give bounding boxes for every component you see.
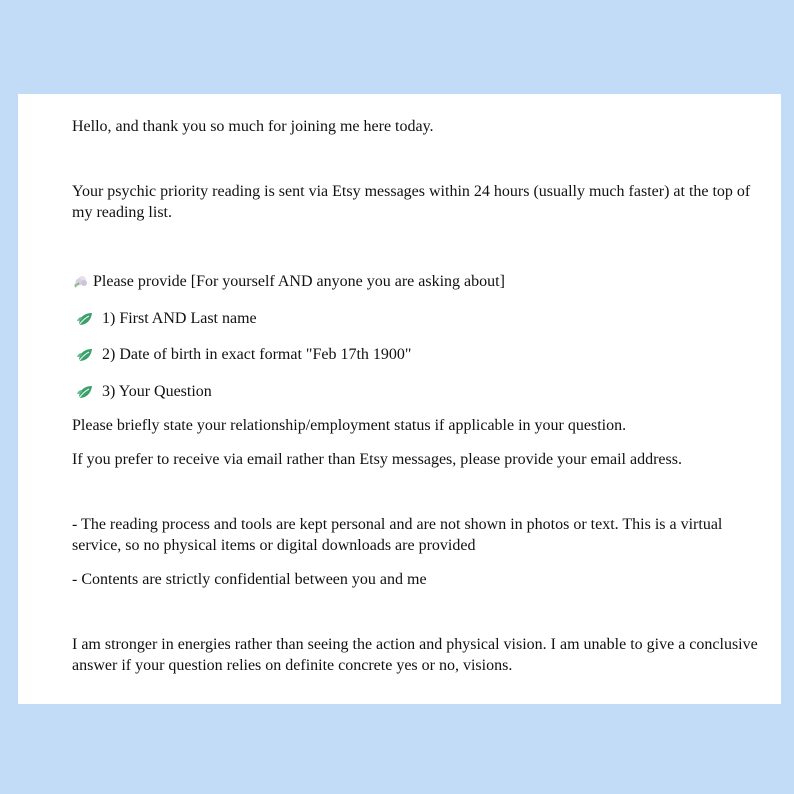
provide-heading <box>72 271 505 292</box>
status-note: Please briefly state your relationship/employment status if applicable in your question. <box>72 417 627 434</box>
closing-text: I am stronger in energies rather than seeing the action and physical vision. I am unable to give a conclusive answer if your question relies on definite concrete yes or no, visions. <box>72 636 758 674</box>
provide-heading-label: Please provide [For yourself AND anyone you are asking about] <box>93 273 505 290</box>
message-card <box>18 94 781 704</box>
disclaimer-text: - The reading process and tools are kept personal and are not shown in photos or text. This is a virtual service, so no physical items or digital downloads are provided <box>72 516 723 554</box>
list-item <box>72 308 257 329</box>
email-note: If you prefer to receive via email rather than Etsy messages, please provide your email address. <box>72 451 682 468</box>
leaf-icon <box>76 347 94 363</box>
list-item <box>72 381 212 402</box>
requirement-label: 2) Date of birth in exact format "Feb 17th 1900" <box>102 346 412 363</box>
requirement-label: 1) First AND Last name <box>102 310 257 327</box>
delivery-note: Your psychic priority reading is sent via Etsy messages within 24 hours (usually much faster) at the top of my reading list. <box>72 183 751 221</box>
leaf-icon <box>76 384 94 400</box>
disclaimer-text: - Contents are strictly confidential between you and me <box>72 571 427 588</box>
leaf-icon <box>76 311 94 327</box>
list-item <box>72 344 411 365</box>
greeting-text: Hello, and thank you so much for joining me here today. <box>72 118 434 135</box>
requirement-label: 3) Your Question <box>102 383 212 400</box>
flower-icon <box>72 274 90 290</box>
